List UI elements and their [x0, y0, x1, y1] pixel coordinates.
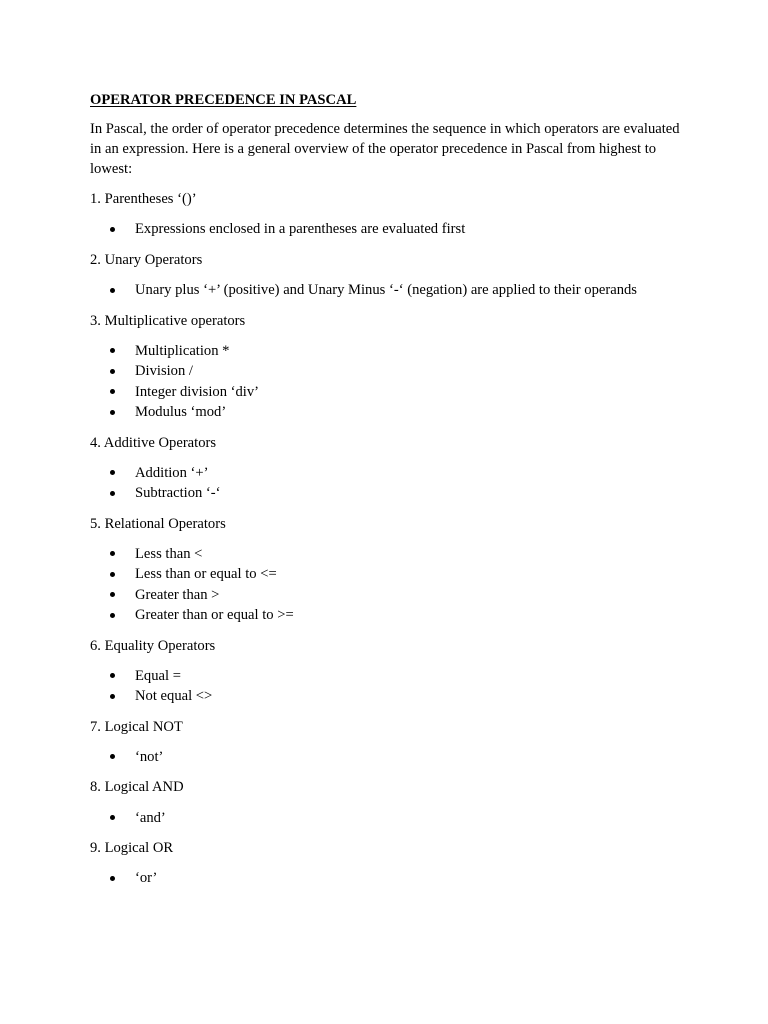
list-item: ‘not’ — [135, 747, 690, 767]
section-heading: 5. Relational Operators — [90, 515, 226, 532]
section-relational-operators — [90, 514, 690, 626]
section-heading: 7. Logical NOT — [90, 718, 183, 735]
bullet-dot-icon — [110, 815, 115, 820]
bullet-list — [90, 666, 690, 707]
bullet-list — [90, 868, 690, 888]
intro-paragraph: In Pascal, the order of operator precedence determines the sequence in which operators are evaluated in an expression. Here is a general overview of the operator precedence in Pascal from highest to lowest: — [90, 120, 680, 178]
bullet-dot-icon — [110, 288, 115, 293]
section-heading: 8. Logical AND — [90, 779, 184, 796]
section-heading: 4. Additive Operators — [90, 434, 217, 451]
bullet-list — [90, 219, 690, 239]
section-additive-operators — [90, 433, 690, 504]
list-item: Integer division ‘div’ — [135, 382, 690, 402]
section-heading: 9. Logical OR — [90, 840, 174, 857]
bullet-dot-icon — [110, 754, 115, 759]
bullet-dot-icon — [110, 348, 115, 353]
bullet-dot-icon — [110, 673, 115, 678]
list-item: Addition ‘+’ — [135, 463, 690, 483]
list-item: Unary plus ‘+’ (positive) and Unary Minus ‘-‘ (negation) are applied to their operands — [135, 280, 690, 300]
section-heading: 3. Multiplicative operators — [90, 312, 246, 329]
bullet-dot-icon — [110, 876, 115, 881]
bullet-list — [90, 747, 690, 767]
section-heading: 2. Unary Operators — [90, 251, 203, 268]
section-logical-or — [90, 838, 690, 889]
section-parentheses — [90, 189, 690, 240]
list-item: Expressions enclosed in a parentheses are evaluated first — [135, 219, 690, 239]
section-multiplicative-operators — [90, 311, 690, 423]
section-logical-and — [90, 777, 690, 828]
list-item: Division / — [135, 361, 690, 381]
list-item: ‘and’ — [135, 808, 690, 828]
bullet-dot-icon — [110, 389, 115, 394]
section-logical-not — [90, 717, 690, 768]
section-heading: 1. Parentheses ‘()’ — [90, 191, 197, 208]
list-item: Equal = — [135, 666, 690, 686]
list-item: ‘or’ — [135, 868, 690, 888]
bullet-dot-icon — [110, 470, 115, 475]
bullet-list — [90, 341, 690, 423]
section-equality-operators — [90, 636, 690, 707]
bullet-dot-icon — [110, 551, 115, 556]
list-item: Not equal <> — [135, 686, 690, 706]
bullet-list — [90, 463, 690, 504]
document-page — [90, 90, 690, 899]
bullet-list — [90, 544, 690, 626]
bullet-dot-icon — [110, 694, 115, 699]
section-heading: 6. Equality Operators — [90, 637, 216, 654]
list-item: Subtraction ‘-‘ — [135, 483, 690, 503]
list-item: Less than < — [135, 544, 690, 564]
bullet-dot-icon — [110, 592, 115, 597]
section-unary-operators — [90, 250, 690, 301]
bullet-list — [90, 808, 690, 828]
bullet-dot-icon — [110, 369, 115, 374]
list-item: Less than or equal to <= — [135, 564, 690, 584]
list-item: Greater than or equal to >= — [135, 605, 690, 625]
bullet-dot-icon — [110, 572, 115, 577]
list-item: Greater than > — [135, 585, 690, 605]
bullet-dot-icon — [110, 613, 115, 618]
list-item: Modulus ‘mod’ — [135, 402, 690, 422]
document-title: OPERATOR PRECEDENCE IN PASCAL — [90, 92, 357, 108]
bullet-dot-icon — [110, 410, 115, 415]
list-item: Multiplication * — [135, 341, 690, 361]
bullet-list — [90, 280, 690, 300]
bullet-dot-icon — [110, 491, 115, 496]
bullet-dot-icon — [110, 227, 115, 232]
